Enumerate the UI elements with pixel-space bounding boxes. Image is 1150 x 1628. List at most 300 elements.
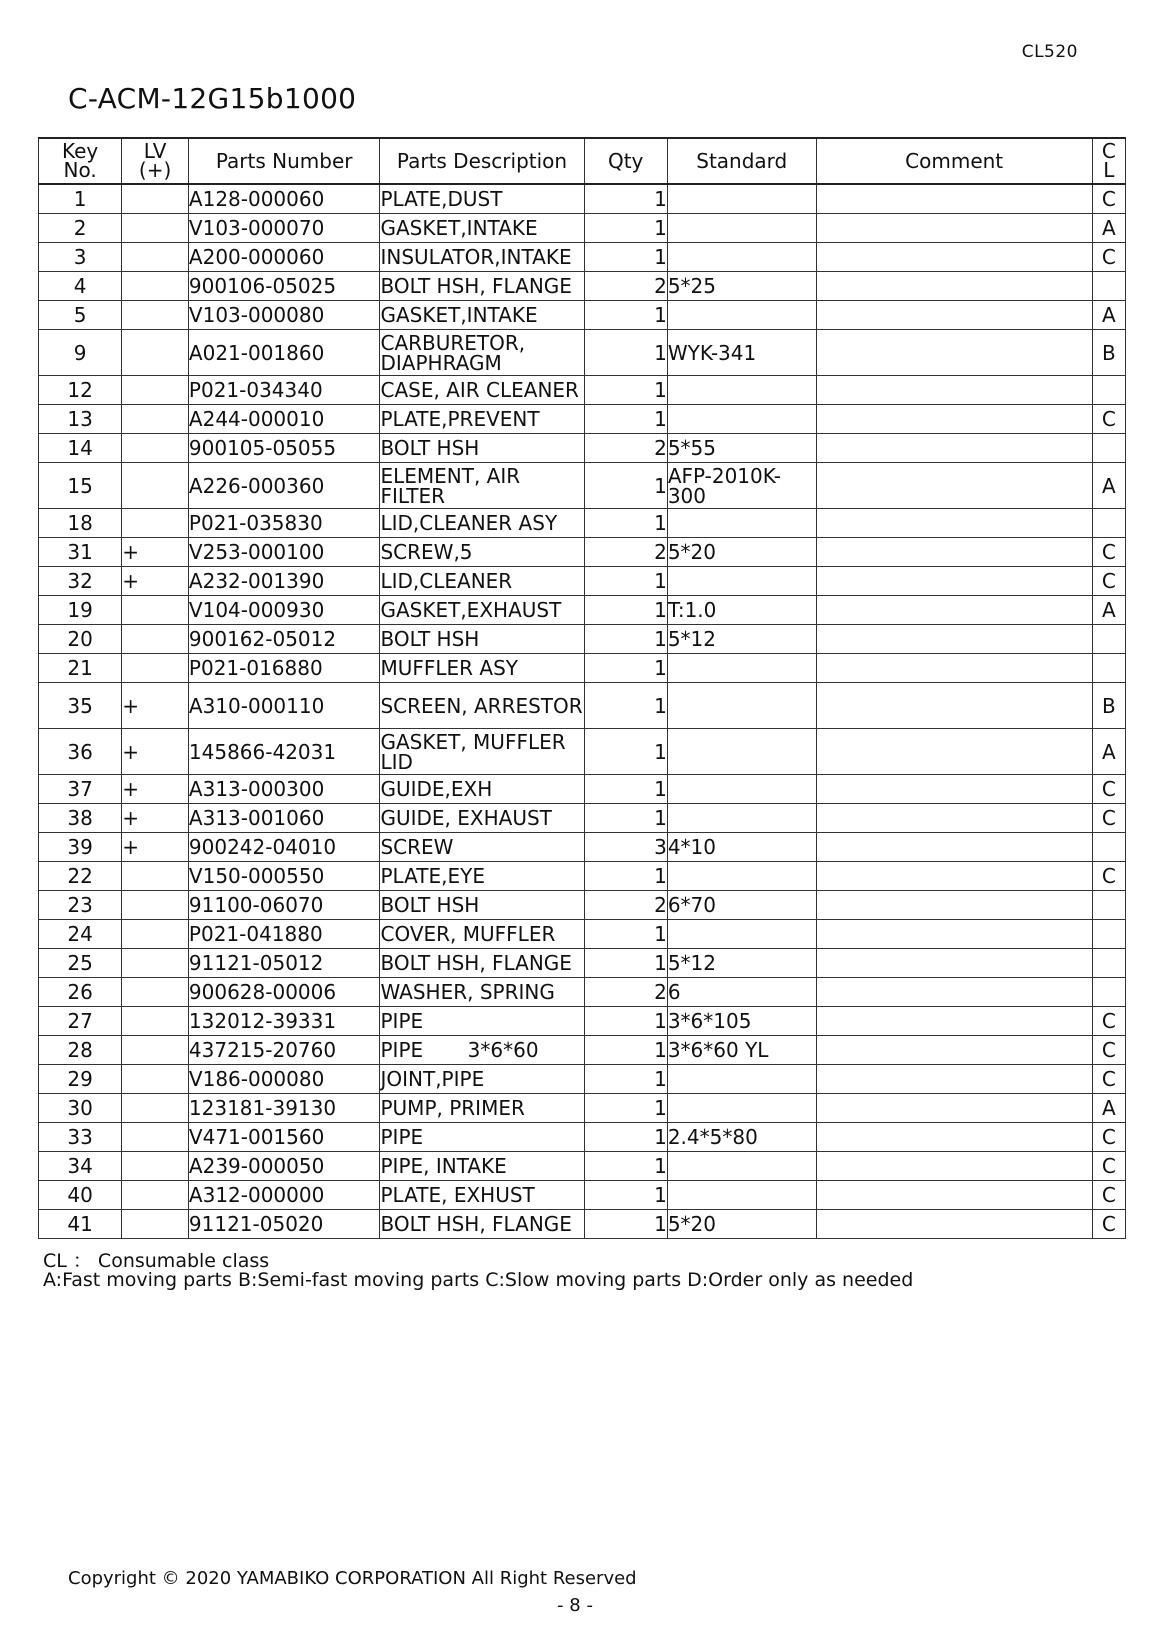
cell-qty: 1 (584, 214, 667, 243)
cell-key-no: 18 (39, 509, 122, 538)
cell-key-no: 22 (39, 862, 122, 891)
cell-cl: C (1092, 567, 1125, 596)
table-row (39, 1152, 1126, 1181)
cell-lv (122, 1007, 189, 1036)
table-row (39, 1036, 1126, 1065)
cell-parts-description: PLATE,DUST (380, 184, 584, 214)
table-row (39, 949, 1126, 978)
cell-parts-number: 145866-42031 (188, 729, 380, 775)
cell-key-no: 2 (39, 214, 122, 243)
cell-qty: 2 (584, 272, 667, 301)
table-row (39, 683, 1126, 729)
copyright-text: Copyright © 2020 YAMABIKO CORPORATION All Right Reserved (68, 1568, 637, 1589)
cell-qty: 2 (584, 538, 667, 567)
cell-cl: C (1092, 243, 1125, 272)
table-row (39, 1094, 1126, 1123)
cell-key-no: 37 (39, 775, 122, 804)
cell-lv (122, 1210, 189, 1239)
cell-parts-number: V104-000930 (188, 596, 380, 625)
cell-standard: 6 (667, 978, 816, 1007)
cell-lv (122, 1181, 189, 1210)
cell-parts-number: V103-000080 (188, 301, 380, 330)
cell-parts-description: WASHER, SPRING (380, 978, 584, 1007)
parts-table-body (39, 184, 1126, 1239)
cell-parts-number: 900105-05055 (188, 434, 380, 463)
cell-lv (122, 330, 189, 376)
table-row (39, 184, 1126, 214)
cell-standard: WYK-341 (667, 330, 816, 376)
cell-standard (667, 1181, 816, 1210)
parts-table (38, 137, 1126, 1239)
cell-standard (667, 1152, 816, 1181)
cell-parts-number: 91121-05020 (188, 1210, 380, 1239)
cell-comment (816, 1123, 1092, 1152)
table-row (39, 729, 1126, 775)
cell-parts-number: A312-000000 (188, 1181, 380, 1210)
table-row (39, 891, 1126, 920)
cell-lv (122, 891, 189, 920)
cell-key-no: 29 (39, 1065, 122, 1094)
cell-qty: 1 (584, 1065, 667, 1094)
cell-standard (667, 654, 816, 683)
cell-key-no: 32 (39, 567, 122, 596)
cell-standard: T:1.0 (667, 596, 816, 625)
table-header-row (39, 138, 1126, 184)
table-row (39, 1065, 1126, 1094)
cell-parts-description: GASKET,INTAKE (380, 214, 584, 243)
cell-comment (816, 434, 1092, 463)
cell-parts-number: A244-000010 (188, 405, 380, 434)
cell-lv: + (122, 729, 189, 775)
cell-standard (667, 214, 816, 243)
cell-cl (1092, 625, 1125, 654)
cell-lv (122, 434, 189, 463)
cell-parts-number: P021-016880 (188, 654, 380, 683)
cell-standard: 5*55 (667, 434, 816, 463)
cell-cl (1092, 978, 1125, 1007)
cell-parts-number: A128-000060 (188, 184, 380, 214)
cell-comment (816, 567, 1092, 596)
cell-comment (816, 920, 1092, 949)
cell-parts-description: PLATE,PREVENT (380, 405, 584, 434)
col-header-lv-line2: (+) (138, 158, 172, 182)
cell-lv (122, 625, 189, 654)
cell-parts-description: MUFFLER ASY (380, 654, 584, 683)
cell-parts-description: PIPE (380, 1007, 584, 1036)
cell-standard (667, 775, 816, 804)
cell-lv (122, 301, 189, 330)
cell-parts-number: A310-000110 (188, 683, 380, 729)
cell-comment (816, 625, 1092, 654)
cell-lv (122, 1065, 189, 1094)
cell-comment (816, 1152, 1092, 1181)
cell-qty: 1 (584, 301, 667, 330)
cell-comment (816, 949, 1092, 978)
cell-parts-description: SCREEN, ARRESTOR (380, 683, 584, 729)
cell-cl: C (1092, 1065, 1125, 1094)
cell-standard (667, 729, 816, 775)
table-row (39, 509, 1126, 538)
cell-cl (1092, 920, 1125, 949)
table-row (39, 463, 1126, 509)
cell-parts-number: V186-000080 (188, 1065, 380, 1094)
cell-comment (816, 1007, 1092, 1036)
cell-cl: C (1092, 1036, 1125, 1065)
cell-standard (667, 683, 816, 729)
cell-qty: 1 (584, 509, 667, 538)
table-row (39, 538, 1126, 567)
cell-qty: 1 (584, 729, 667, 775)
cell-parts-number: V103-000070 (188, 214, 380, 243)
table-row (39, 243, 1126, 272)
cell-cl: C (1092, 1210, 1125, 1239)
cell-standard: 5*20 (667, 538, 816, 567)
cell-parts-description: SCREW,5 (380, 538, 584, 567)
cell-key-no: 31 (39, 538, 122, 567)
cell-standard: 3*6*60 YL (667, 1036, 816, 1065)
cell-key-no: 39 (39, 833, 122, 862)
cl-note-legend: A:Fast moving parts B:Semi-fast moving parts C:Slow moving parts D:Order only as needed (43, 1269, 914, 1291)
cell-cl: C (1092, 804, 1125, 833)
cell-key-no: 20 (39, 625, 122, 654)
cell-comment (816, 1094, 1092, 1123)
table-row (39, 775, 1126, 804)
cell-lv (122, 920, 189, 949)
cell-comment (816, 405, 1092, 434)
cell-cl: B (1092, 330, 1125, 376)
cell-key-no: 3 (39, 243, 122, 272)
cell-standard (667, 567, 816, 596)
cell-comment (816, 509, 1092, 538)
cell-parts-description: GASKET,EXHAUST (380, 596, 584, 625)
cell-key-no: 27 (39, 1007, 122, 1036)
cell-qty: 1 (584, 376, 667, 405)
cell-parts-description: BOLT HSH (380, 891, 584, 920)
cell-key-no: 23 (39, 891, 122, 920)
col-header-cl-line1: C (1101, 139, 1116, 163)
cell-parts-description: INSULATOR,INTAKE (380, 243, 584, 272)
cell-comment (816, 243, 1092, 272)
col-header-parts-number: Parts Number (188, 138, 380, 184)
table-row (39, 1007, 1126, 1036)
cell-comment (816, 833, 1092, 862)
cell-qty: 2 (584, 434, 667, 463)
col-header-standard: Standard (667, 138, 816, 184)
cell-key-no: 40 (39, 1181, 122, 1210)
cell-lv: + (122, 804, 189, 833)
cell-comment (816, 683, 1092, 729)
cell-comment (816, 596, 1092, 625)
col-header-key-line1: Key (62, 139, 99, 163)
cell-lv (122, 1152, 189, 1181)
cell-qty: 1 (584, 920, 667, 949)
cell-standard: 5*12 (667, 625, 816, 654)
cell-key-no: 26 (39, 978, 122, 1007)
cell-parts-description: ELEMENT, AIR FILTER (380, 463, 584, 509)
cell-key-no: 30 (39, 1094, 122, 1123)
col-header-cl (1092, 138, 1125, 184)
cell-parts-number: A226-000360 (188, 463, 380, 509)
cell-comment (816, 891, 1092, 920)
cell-parts-number: V150-000550 (188, 862, 380, 891)
cell-comment (816, 301, 1092, 330)
cell-comment (816, 1181, 1092, 1210)
cell-cl: A (1092, 729, 1125, 775)
cell-cl: A (1092, 301, 1125, 330)
cell-parts-description: PLATE, EXHUST (380, 1181, 584, 1210)
cell-key-no: 36 (39, 729, 122, 775)
cell-standard (667, 184, 816, 214)
cell-comment (816, 463, 1092, 509)
col-header-lv-line1: LV (143, 139, 167, 163)
cell-qty: 1 (584, 330, 667, 376)
cell-cl: C (1092, 1123, 1125, 1152)
cell-parts-number: V253-000100 (188, 538, 380, 567)
cell-parts-description: PLATE,EYE (380, 862, 584, 891)
cell-lv (122, 1094, 189, 1123)
cell-key-no: 13 (39, 405, 122, 434)
cell-comment (816, 1210, 1092, 1239)
cell-parts-description: BOLT HSH (380, 625, 584, 654)
cell-parts-number: 900162-05012 (188, 625, 380, 654)
cell-qty: 1 (584, 1094, 667, 1123)
cell-parts-description: GASKET,INTAKE (380, 301, 584, 330)
cell-qty: 1 (584, 1007, 667, 1036)
cell-parts-number: 132012-39331 (188, 1007, 380, 1036)
cell-comment (816, 1065, 1092, 1094)
page-title: C-ACM-12G15b1000 (68, 82, 357, 115)
cell-qty: 1 (584, 243, 667, 272)
cell-lv: + (122, 538, 189, 567)
cell-standard (667, 243, 816, 272)
cell-parts-number: 900242-04010 (188, 833, 380, 862)
cell-lv (122, 509, 189, 538)
cell-cl: A (1092, 596, 1125, 625)
cell-parts-description: BOLT HSH (380, 434, 584, 463)
cell-qty: 1 (584, 625, 667, 654)
cell-standard: AFP-2010K-300 (667, 463, 816, 509)
col-header-qty: Qty (584, 138, 667, 184)
cell-standard (667, 1065, 816, 1094)
cl-note-definition: CL ： Consumable class (43, 1250, 270, 1272)
cell-key-no: 14 (39, 434, 122, 463)
cell-comment (816, 1036, 1092, 1065)
cell-lv (122, 978, 189, 1007)
cell-key-no: 9 (39, 330, 122, 376)
cell-cl (1092, 509, 1125, 538)
table-row (39, 862, 1126, 891)
cell-qty: 1 (584, 1152, 667, 1181)
col-header-comment: Comment (816, 138, 1092, 184)
cell-comment (816, 978, 1092, 1007)
cell-comment (816, 184, 1092, 214)
cell-cl: A (1092, 463, 1125, 509)
cell-qty: 1 (584, 405, 667, 434)
cell-parts-description: PIPE (380, 1123, 584, 1152)
cell-cl (1092, 891, 1125, 920)
cell-parts-description: BOLT HSH, FLANGE (380, 1210, 584, 1239)
cell-standard: 6*70 (667, 891, 816, 920)
cell-key-no: 5 (39, 301, 122, 330)
cell-cl: B (1092, 683, 1125, 729)
cell-parts-description: BOLT HSH, FLANGE (380, 949, 584, 978)
table-row (39, 1210, 1126, 1239)
cell-parts-number: A021-001860 (188, 330, 380, 376)
cell-standard (667, 509, 816, 538)
cell-qty: 2 (584, 978, 667, 1007)
cell-cl (1092, 376, 1125, 405)
cell-lv: + (122, 833, 189, 862)
cell-lv (122, 1123, 189, 1152)
cell-cl: C (1092, 184, 1125, 214)
cell-key-no: 28 (39, 1036, 122, 1065)
cell-qty: 1 (584, 804, 667, 833)
table-row (39, 330, 1126, 376)
cell-key-no: 12 (39, 376, 122, 405)
cell-parts-number: 123181-39130 (188, 1094, 380, 1123)
table-row (39, 625, 1126, 654)
cell-comment (816, 330, 1092, 376)
cell-comment (816, 729, 1092, 775)
cell-key-no: 19 (39, 596, 122, 625)
cell-key-no: 15 (39, 463, 122, 509)
cell-standard (667, 862, 816, 891)
page-number: - 8 - (557, 1595, 593, 1616)
cell-parts-description: SCREW (380, 833, 584, 862)
cell-cl (1092, 949, 1125, 978)
table-row (39, 1123, 1126, 1152)
cell-parts-description: LID,CLEANER ASY (380, 509, 584, 538)
cell-cl: A (1092, 1094, 1125, 1123)
cell-key-no: 33 (39, 1123, 122, 1152)
cell-standard (667, 920, 816, 949)
cell-parts-description: BOLT HSH, FLANGE (380, 272, 584, 301)
cell-cl (1092, 654, 1125, 683)
cell-parts-number: A200-000060 (188, 243, 380, 272)
cell-cl: C (1092, 1007, 1125, 1036)
cell-comment (816, 654, 1092, 683)
cell-standard: 2.4*5*80 (667, 1123, 816, 1152)
cell-standard (667, 1094, 816, 1123)
cell-lv (122, 184, 189, 214)
cell-qty: 1 (584, 567, 667, 596)
table-row (39, 214, 1126, 243)
cell-parts-number: A313-000300 (188, 775, 380, 804)
cell-cl: A (1092, 214, 1125, 243)
model-code: CL520 (1021, 42, 1078, 62)
table-row (39, 376, 1126, 405)
table-row (39, 654, 1126, 683)
cell-parts-description: LID,CLEANER (380, 567, 584, 596)
cell-comment (816, 862, 1092, 891)
cell-comment (816, 775, 1092, 804)
cell-key-no: 38 (39, 804, 122, 833)
table-row (39, 804, 1126, 833)
cell-parts-description: PIPE 3*6*60 (380, 1036, 584, 1065)
cell-lv (122, 214, 189, 243)
cell-qty: 1 (584, 654, 667, 683)
cell-comment (816, 272, 1092, 301)
cell-lv (122, 405, 189, 434)
cell-parts-description: COVER, MUFFLER (380, 920, 584, 949)
cell-parts-number: A313-001060 (188, 804, 380, 833)
col-header-cl-line2: L (1103, 158, 1115, 182)
cell-standard: 5*12 (667, 949, 816, 978)
table-row (39, 567, 1126, 596)
table-row (39, 978, 1126, 1007)
cell-lv: + (122, 683, 189, 729)
cell-parts-number: P021-041880 (188, 920, 380, 949)
cell-parts-description: PIPE, INTAKE (380, 1152, 584, 1181)
cell-qty: 1 (584, 683, 667, 729)
cell-key-no: 4 (39, 272, 122, 301)
cell-standard (667, 376, 816, 405)
cell-qty: 1 (584, 1210, 667, 1239)
cell-standard (667, 301, 816, 330)
cell-cl: C (1092, 1181, 1125, 1210)
cell-qty: 3 (584, 833, 667, 862)
col-header-key-no (39, 138, 122, 184)
cell-lv (122, 596, 189, 625)
cell-qty: 1 (584, 1181, 667, 1210)
cell-cl: C (1092, 538, 1125, 567)
cell-lv (122, 949, 189, 978)
cell-key-no: 41 (39, 1210, 122, 1239)
cell-parts-description: GUIDE, EXHAUST (380, 804, 584, 833)
col-header-parts-description: Parts Description (380, 138, 584, 184)
cell-lv (122, 272, 189, 301)
table-row (39, 301, 1126, 330)
cell-parts-number: 900628-00006 (188, 978, 380, 1007)
cell-parts-description: CASE, AIR CLEANER (380, 376, 584, 405)
cell-parts-number: A239-000050 (188, 1152, 380, 1181)
cell-standard: 5*25 (667, 272, 816, 301)
cell-key-no: 35 (39, 683, 122, 729)
cell-cl: C (1092, 775, 1125, 804)
cell-comment (816, 376, 1092, 405)
cl-notes (43, 1252, 913, 1290)
cell-cl (1092, 833, 1125, 862)
cell-standard (667, 405, 816, 434)
cell-lv (122, 654, 189, 683)
table-row (39, 405, 1126, 434)
cell-parts-number: V471-001560 (188, 1123, 380, 1152)
cell-qty: 1 (584, 949, 667, 978)
table-row (39, 596, 1126, 625)
cell-qty: 1 (584, 1123, 667, 1152)
table-row (39, 833, 1126, 862)
cell-lv: + (122, 775, 189, 804)
cell-parts-description: GASKET, MUFFLER LID (380, 729, 584, 775)
cell-cl (1092, 434, 1125, 463)
cell-qty: 1 (584, 596, 667, 625)
cell-qty: 2 (584, 891, 667, 920)
cell-key-no: 24 (39, 920, 122, 949)
cell-parts-number: P021-034340 (188, 376, 380, 405)
cell-key-no: 21 (39, 654, 122, 683)
table-row (39, 272, 1126, 301)
cell-parts-number: 437215-20760 (188, 1036, 380, 1065)
cell-parts-description: GUIDE,EXH (380, 775, 584, 804)
cell-qty: 1 (584, 862, 667, 891)
cell-parts-number: 900106-05025 (188, 272, 380, 301)
cell-parts-number: A232-001390 (188, 567, 380, 596)
table-row (39, 1181, 1126, 1210)
cell-parts-number: 91121-05012 (188, 949, 380, 978)
cell-standard (667, 804, 816, 833)
cell-cl: C (1092, 405, 1125, 434)
cell-cl: C (1092, 862, 1125, 891)
